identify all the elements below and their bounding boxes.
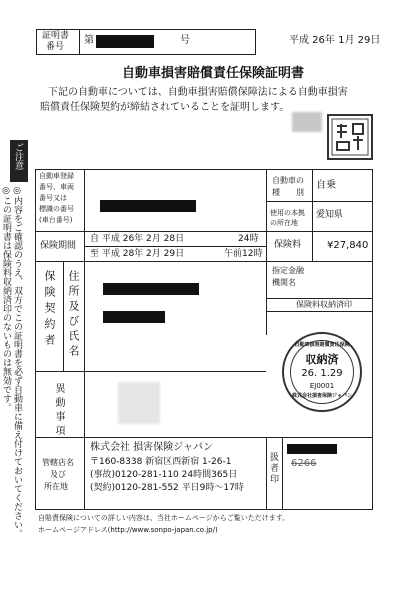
document-title: 自動車損害賠償責任保険証明書: [122, 66, 305, 81]
stamp-title: 収納済: [305, 353, 339, 366]
reg-label-line4: 標識の番号: [39, 205, 74, 213]
period-to: 至 平成 28年 2月 29日: [90, 249, 185, 259]
redacted-address: [103, 283, 199, 295]
redacted-handler: [287, 444, 337, 454]
period-from-time: 24時: [238, 234, 259, 244]
stamp-code: EJ0001: [309, 382, 335, 390]
period-to-time: 午前12時: [224, 249, 263, 259]
base-label-2: の所在地: [270, 219, 298, 227]
reg-label-line2: 番号、車両: [39, 183, 74, 191]
period-from: 自 平成 26年 2月 28日: [90, 234, 185, 244]
base-label: 使用の本拠: [270, 209, 305, 217]
issue-date: 平成 26年 1月 29日: [289, 35, 381, 46]
cert-label: 証明書: [42, 31, 70, 41]
company-seal-glyphs: [329, 116, 371, 158]
scan-smudge-2: [118, 382, 160, 424]
footer-line1: 自賠責保険についての詳しい内容は、当社ホームページからご覧いただけます。: [38, 514, 290, 522]
insurer-address: 〒160-8338 新宿区西新宿 1-26-1: [90, 457, 232, 467]
insured-sublabel: 住所及び氏名: [67, 270, 80, 360]
cert-suffix: 号: [180, 35, 190, 46]
vehicle-kind-value: 自乗: [316, 180, 336, 191]
redacted-name: [103, 311, 165, 323]
insurer-company: 株式会社 損害保険ジャパン: [90, 442, 213, 453]
side-notice-label: ご注意: [13, 143, 23, 170]
footer-line2: ホームページアドレス(http://www.sonpo-japan.co.jp/): [38, 526, 218, 534]
stamp-bottom: 株式会社損害保険ジャパン: [292, 393, 352, 399]
vehicle-kind-label-2: 種 別: [272, 188, 304, 197]
stamp-top: 自動車損害賠償責任保険: [294, 342, 350, 348]
base-value: 愛知県: [316, 210, 344, 220]
intro-text-line1: 下記の自動車については、自動車損害賠償保障法による自動車損害: [48, 87, 348, 98]
cert-label-2: 番号: [46, 42, 65, 52]
reg-label-line1: 自動車登録: [39, 172, 74, 180]
stamp-date: 26. 1.29: [301, 368, 343, 379]
insurer-label-3: 所在地: [44, 482, 68, 491]
agency-label-2: 機関名: [272, 278, 296, 287]
company-seal: [327, 114, 373, 160]
intro-text-line2: 賠償責任保険契約が締結されていることを証明します。: [40, 102, 290, 113]
handler-seal-label: 扱者印: [268, 452, 278, 485]
reg-label-line3: 番号又は: [39, 194, 67, 202]
side-notice-line1: ◎内容をご確認のうえ、双方でこの証明書を必ず自動車に備え付けておいてください。: [12, 186, 22, 538]
insurer-tel-contract: (契約)0120-281-552 平日9時～17時: [90, 483, 244, 493]
insurer-label: 管轄店名: [42, 458, 74, 467]
receipt-stamp: [282, 332, 362, 412]
redacted-registration: [100, 200, 196, 212]
side-notice-line2: ◎この証明書は保険料収納済印のないものは無効です。: [1, 186, 11, 412]
reg-label-line5: (車台番号): [39, 216, 73, 224]
scan-smudge: [292, 112, 322, 132]
period-label: 保険期間: [40, 241, 77, 251]
premium-value: ¥27,840: [327, 240, 369, 251]
agency-label: 指定金融: [272, 266, 304, 275]
handler-seal-value: 6266: [291, 458, 317, 469]
vehicle-kind-label: 自動車の: [272, 176, 304, 185]
receipt-label: 保険料収納済印: [296, 300, 352, 309]
insurer-label-2: 及び: [50, 470, 66, 479]
redacted-cert-number: [96, 35, 154, 48]
premium-label: 保険料: [274, 240, 302, 250]
insurer-tel-accident: (事故)0120-281-110 24時間365日: [90, 470, 238, 480]
cert-prefix: 第: [84, 35, 94, 46]
insured-label: 保険契約者: [43, 270, 56, 350]
change-label: 異動事項: [53, 383, 64, 439]
